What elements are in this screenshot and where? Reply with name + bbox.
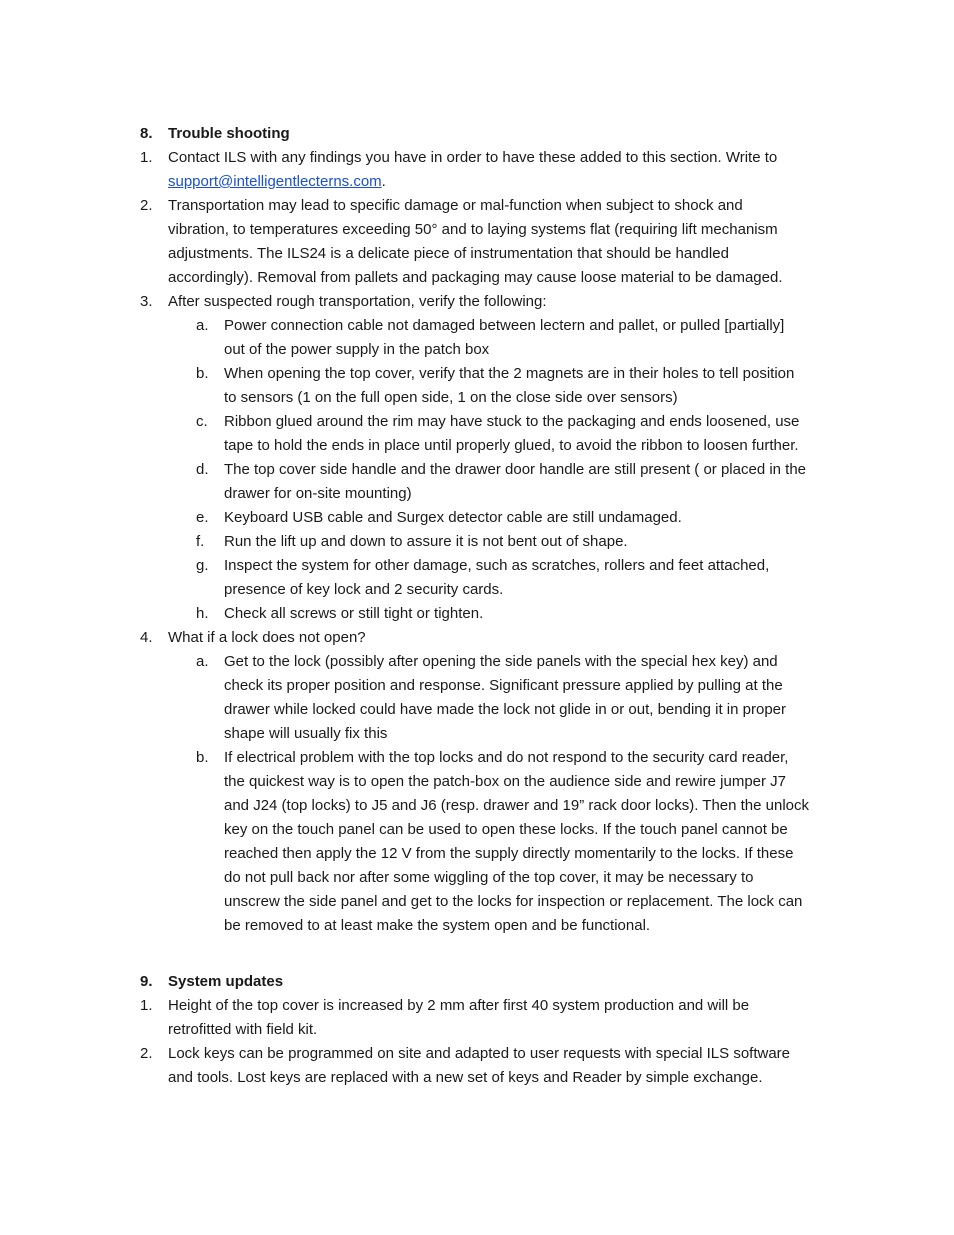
sub-item-line: [0, 650, 954, 674]
sub-item-line: [0, 410, 954, 434]
section-title: System updates: [168, 973, 284, 990]
section-heading: [0, 970, 954, 994]
item-text: Transportation may lead to specific damage or mal-function when subject to shock and: [168, 197, 743, 214]
sub-item-text: unscrew the side panel and get to the locks for inspection or replacement. The lock can: [224, 893, 803, 910]
list-item-line: [0, 242, 954, 266]
item-number: 2.: [140, 1045, 153, 1062]
item-text: and tools. Lost keys are replaced with a new set of keys and Reader by simple exchange.: [168, 1069, 763, 1086]
item-text: What if a lock does not open?: [168, 629, 366, 646]
sub-item-text: Get to the lock (possibly after opening the side panels with the special hex key) and: [224, 653, 778, 670]
sub-item-line: [0, 434, 954, 458]
item-number: 2.: [140, 197, 153, 214]
sub-item-text: When opening the top cover, verify that the 2 magnets are in their holes to tell position: [224, 365, 795, 382]
sub-item-line: [0, 746, 954, 770]
list-item-line: [0, 218, 954, 242]
item-text: After suspected rough transportation, verify the following:: [168, 293, 547, 310]
item-number: 1.: [140, 149, 153, 166]
item-text: Height of the top cover is increased by 2 mm after first 40 system production and will be: [168, 997, 750, 1014]
document-page: [0, 122, 954, 1090]
sub-item-text: and J24 (top locks) to J5 and J6 (resp. drawer and 19” rack door locks). Then the unlock: [224, 797, 810, 814]
sub-item-text: key on the touch panel can be used to open these locks. If the touch panel cannot be: [224, 821, 788, 838]
sub-item-text: tape to hold the ends in place until properly glued, to avoid the ribbon to loosen further.: [224, 437, 799, 454]
sub-item-line: [0, 698, 954, 722]
sub-item-letter: a.: [196, 653, 209, 670]
sub-item-line: [0, 602, 954, 626]
sub-item-text: be removed to at least make the system open and be functional.: [224, 917, 651, 934]
sub-item-letter: g.: [196, 557, 209, 574]
sub-item-text: do not pull back nor after some wiggling of the top cover, it may be necessary to: [224, 869, 754, 886]
sub-item-line: [0, 794, 954, 818]
sub-item-letter: b.: [196, 365, 209, 382]
sub-item-text: Ribbon glued around the rim may have stuck to the packaging and ends loosened, use: [224, 413, 800, 430]
sub-item-text: Check all screws or still tight or tighten.: [224, 605, 484, 622]
list-item-line: [0, 194, 954, 218]
sub-item-text: Power connection cable not damaged between lectern and pallet, or pulled [partially]: [224, 317, 785, 334]
item-text: retrofitted with field kit.: [168, 1021, 318, 1038]
section-title: Trouble shooting: [168, 125, 290, 142]
item-text: vibration, to temperatures exceeding 50° and to laying systems flat (requiring lift mechanism: [168, 221, 778, 238]
link-suffix: .: [381, 173, 386, 190]
item-text: Contact ILS with any findings you have in order to have these added to this section. Write to: [168, 149, 778, 166]
sub-item-line: [0, 818, 954, 842]
sub-item-line: [0, 842, 954, 866]
sub-item-line: [0, 314, 954, 338]
section-heading: [0, 122, 954, 146]
sub-item-letter: c.: [196, 413, 208, 430]
section-gap: [0, 938, 954, 970]
sub-item-line: [0, 530, 954, 554]
item-number: 1.: [140, 997, 153, 1014]
list-item-line: [0, 1018, 954, 1042]
section-number: 8.: [140, 125, 153, 142]
sub-item-line: [0, 362, 954, 386]
sub-item-text: out of the power supply in the patch box: [224, 341, 490, 358]
link-line: [168, 170, 386, 194]
sub-item-line: [0, 890, 954, 914]
sub-item-text: presence of key lock and 2 security cards.: [224, 581, 504, 598]
sub-item-letter: b.: [196, 749, 209, 766]
sub-item-line: [0, 722, 954, 746]
sub-item-text: If electrical problem with the top locks and do not respond to the security card reader,: [224, 749, 789, 766]
sub-item-letter: a.: [196, 317, 209, 334]
item-text: Lock keys can be programmed on site and adapted to user requests with special ILS software: [168, 1045, 791, 1062]
sub-item-text: drawer for on-site mounting): [224, 485, 412, 502]
sub-item-letter: e.: [196, 509, 209, 526]
sub-item-text: Run the lift up and down to assure it is not bent out of shape.: [224, 533, 628, 550]
sub-item-line: [0, 458, 954, 482]
sub-item-text: shape will usually fix this: [224, 725, 388, 742]
sub-item-text: reached then apply the 12 V from the supply directly momentarily to the locks. If these: [224, 845, 794, 862]
item-number: 3.: [140, 293, 153, 310]
list-item-line: [0, 146, 954, 170]
sub-item-line: [0, 674, 954, 698]
sub-item-line: [0, 578, 954, 602]
sub-item-line: [0, 338, 954, 362]
item-number: 4.: [140, 629, 153, 646]
sub-item-line: [0, 506, 954, 530]
list-item-line: [0, 266, 954, 290]
list-item-line: [0, 290, 954, 314]
section-number: 9.: [140, 973, 153, 990]
sub-item-text: Keyboard USB cable and Surgex detector cable are still undamaged.: [224, 509, 682, 526]
sub-item-letter: d.: [196, 461, 209, 478]
list-item-line: [0, 1066, 954, 1090]
item-text: accordingly). Removal from pallets and packaging may cause loose material to be damaged.: [168, 269, 783, 286]
sub-item-line: [0, 866, 954, 890]
sub-item-line: [0, 770, 954, 794]
sub-item-text: The top cover side handle and the drawer door handle are still present ( or placed in the: [224, 461, 807, 478]
sub-item-letter: h.: [196, 605, 209, 622]
list-item-line: [0, 1042, 954, 1066]
sub-item-line: [0, 554, 954, 578]
list-item-line: [0, 626, 954, 650]
list-item-line: [0, 994, 954, 1018]
sub-item-text: to sensors (1 on the full open side, 1 on the close side over sensors): [224, 389, 678, 406]
list-item-line: [0, 170, 954, 194]
sub-item-text: the quickest way is to open the patch-box on the audience side and rewire jumper J7: [224, 773, 787, 790]
sub-item-line: [0, 386, 954, 410]
sub-item-text: check its proper position and response. Significant pressure applied by pulling at the: [224, 677, 783, 694]
sub-item-letter: f.: [196, 533, 205, 550]
item-text: adjustments. The ILS24 is a delicate piece of instrumentation that should be handled: [168, 245, 729, 262]
sub-item-line: [0, 914, 954, 938]
support-email-link[interactable]: support@intelligentlecterns.com: [168, 173, 382, 190]
sub-item-line: [0, 482, 954, 506]
sub-item-text: drawer while locked could have made the lock not glide in or out, bending it in proper: [224, 701, 787, 718]
sub-item-text: Inspect the system for other damage, such as scratches, rollers and feet attached,: [224, 557, 770, 574]
